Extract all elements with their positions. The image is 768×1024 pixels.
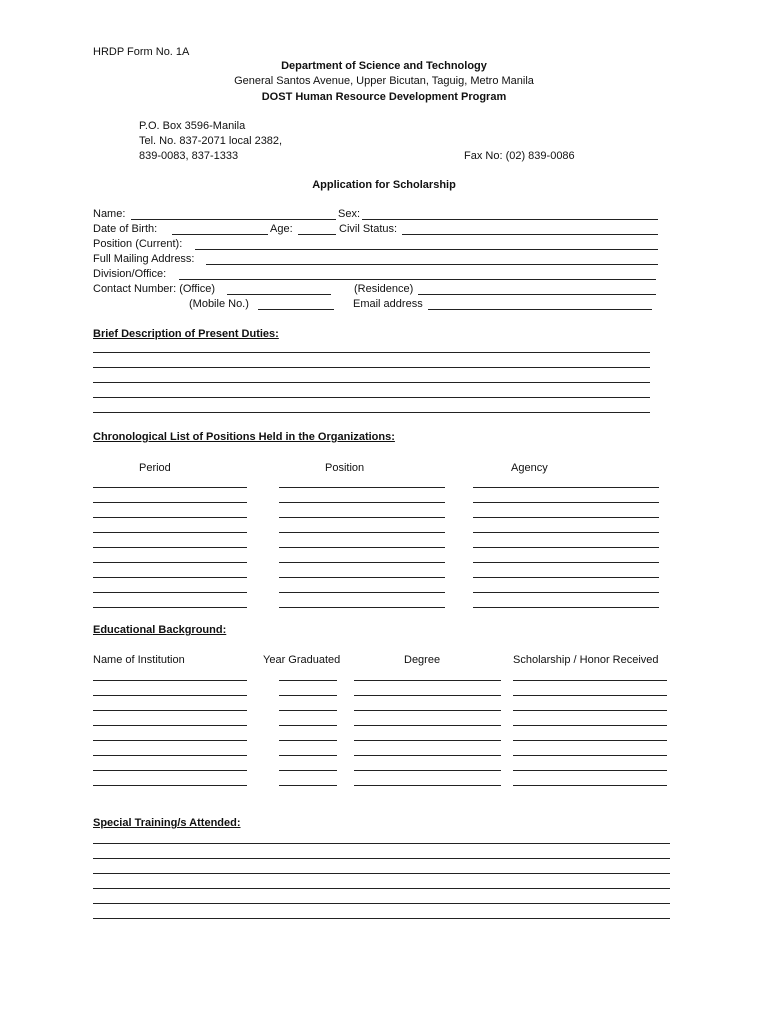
- form-number: HRDP Form No. 1A: [93, 46, 190, 58]
- telephone: Tel. No. 837-2071 local 2382,: [139, 135, 283, 147]
- period-line[interactable]: [93, 562, 247, 563]
- mailing-address-field[interactable]: [206, 264, 658, 265]
- agency-column-header: Agency: [511, 462, 548, 474]
- agency-line[interactable]: [473, 547, 659, 548]
- office-contact-label: Contact Number: (Office): [93, 283, 216, 295]
- honor-line[interactable]: [513, 680, 667, 681]
- position-line[interactable]: [279, 487, 445, 488]
- training-line[interactable]: [93, 888, 670, 889]
- year-line[interactable]: [279, 785, 337, 786]
- position-line[interactable]: [279, 592, 445, 593]
- department-name: Department of Science and Technology: [281, 60, 487, 72]
- degree-line[interactable]: [354, 680, 501, 681]
- period-line[interactable]: [93, 547, 247, 548]
- agency-line[interactable]: [473, 487, 659, 488]
- institution-line[interactable]: [93, 755, 247, 756]
- institution-line[interactable]: [93, 785, 247, 786]
- honor-line[interactable]: [513, 755, 667, 756]
- year-line[interactable]: [279, 725, 337, 726]
- year-line[interactable]: [279, 710, 337, 711]
- fax-number: Fax No: (02) 839-0086: [464, 150, 575, 162]
- training-line[interactable]: [93, 843, 670, 844]
- degree-line[interactable]: [354, 770, 501, 771]
- education-heading: Educational Background:: [93, 624, 227, 636]
- year-line[interactable]: [279, 770, 337, 771]
- duties-line[interactable]: [93, 412, 650, 413]
- agency-line[interactable]: [473, 502, 659, 503]
- period-line[interactable]: [93, 532, 247, 533]
- honor-line[interactable]: [513, 695, 667, 696]
- degree-line[interactable]: [354, 695, 501, 696]
- duties-heading: Brief Description of Present Duties:: [93, 328, 279, 340]
- institution-column-header: Name of Institution: [93, 654, 185, 666]
- civil-status-label: Civil Status:: [339, 223, 398, 235]
- honor-column-header: Scholarship / Honor Received: [513, 654, 659, 666]
- mobile-field[interactable]: [258, 309, 334, 310]
- year-line[interactable]: [279, 755, 337, 756]
- sex-label: Sex:: [338, 208, 361, 220]
- period-line[interactable]: [93, 592, 247, 593]
- agency-line[interactable]: [473, 532, 659, 533]
- period-column-header: Period: [139, 462, 171, 474]
- year-line[interactable]: [279, 740, 337, 741]
- training-heading: Special Training/s Attended:: [93, 817, 241, 829]
- duties-line[interactable]: [93, 382, 650, 383]
- position-line[interactable]: [279, 517, 445, 518]
- position-line[interactable]: [279, 532, 445, 533]
- residence-label: (Residence): [354, 283, 414, 295]
- positions-heading: Chronological List of Positions Held in the Organizations:: [93, 431, 395, 443]
- honor-line[interactable]: [513, 785, 667, 786]
- agency-line[interactable]: [473, 517, 659, 518]
- training-line[interactable]: [93, 858, 670, 859]
- office-contact-field[interactable]: [227, 294, 331, 295]
- degree-line[interactable]: [354, 785, 501, 786]
- position-column-header: Position: [325, 462, 365, 474]
- year-line[interactable]: [279, 680, 337, 681]
- department-address: General Santos Avenue, Upper Bicutan, Taguig, Metro Manila: [234, 75, 534, 87]
- position-label: Position (Current):: [93, 238, 183, 250]
- age-label: Age:: [270, 223, 293, 235]
- sex-field[interactable]: [362, 219, 658, 220]
- position-line[interactable]: [279, 547, 445, 548]
- email-label: Email address: [353, 298, 423, 310]
- dob-field[interactable]: [172, 234, 268, 235]
- email-field[interactable]: [428, 309, 652, 310]
- agency-line[interactable]: [473, 562, 659, 563]
- division-label: Division/Office:: [93, 268, 167, 280]
- position-line[interactable]: [279, 562, 445, 563]
- duties-line[interactable]: [93, 367, 650, 368]
- agency-line[interactable]: [473, 592, 659, 593]
- duties-line[interactable]: [93, 397, 650, 398]
- agency-line[interactable]: [473, 607, 659, 608]
- year-line[interactable]: [279, 695, 337, 696]
- period-line[interactable]: [93, 577, 247, 578]
- position-line[interactable]: [279, 577, 445, 578]
- name-label: Name:: [93, 208, 126, 220]
- form-title: Application for Scholarship: [312, 179, 456, 191]
- residence-field[interactable]: [418, 294, 656, 295]
- mailing-address-label: Full Mailing Address:: [93, 253, 195, 265]
- degree-line[interactable]: [354, 755, 501, 756]
- degree-column-header: Degree: [404, 654, 441, 666]
- training-line[interactable]: [93, 918, 670, 919]
- duties-line[interactable]: [93, 352, 650, 353]
- training-line[interactable]: [93, 873, 670, 874]
- institution-line[interactable]: [93, 695, 247, 696]
- honor-line[interactable]: [513, 770, 667, 771]
- phone-numbers: 839-0083, 837-1333: [139, 150, 239, 162]
- agency-line[interactable]: [473, 577, 659, 578]
- degree-line[interactable]: [354, 740, 501, 741]
- institution-line[interactable]: [93, 680, 247, 681]
- position-line[interactable]: [279, 502, 445, 503]
- name-field[interactable]: [131, 219, 336, 220]
- period-line[interactable]: [93, 502, 247, 503]
- mobile-label: (Mobile No.): [189, 298, 249, 310]
- institution-line[interactable]: [93, 725, 247, 726]
- period-line[interactable]: [93, 607, 247, 608]
- division-field[interactable]: [179, 279, 656, 280]
- degree-line[interactable]: [354, 710, 501, 711]
- age-field[interactable]: [298, 234, 336, 235]
- dob-label: Date of Birth:: [93, 223, 158, 235]
- po-box: P.O. Box 3596-Manila: [139, 120, 246, 132]
- year-graduated-column-header: Year Graduated: [263, 654, 341, 666]
- training-line[interactable]: [93, 903, 670, 904]
- program-name: DOST Human Resource Development Program: [261, 91, 507, 103]
- degree-line[interactable]: [354, 725, 501, 726]
- institution-line[interactable]: [93, 740, 247, 741]
- institution-line[interactable]: [93, 710, 247, 711]
- period-line[interactable]: [93, 517, 247, 518]
- honor-line[interactable]: [513, 725, 667, 726]
- institution-line[interactable]: [93, 770, 247, 771]
- position-field[interactable]: [195, 249, 658, 250]
- position-line[interactable]: [279, 607, 445, 608]
- honor-line[interactable]: [513, 740, 667, 741]
- civil-status-field[interactable]: [402, 234, 658, 235]
- honor-line[interactable]: [513, 710, 667, 711]
- period-line[interactable]: [93, 487, 247, 488]
